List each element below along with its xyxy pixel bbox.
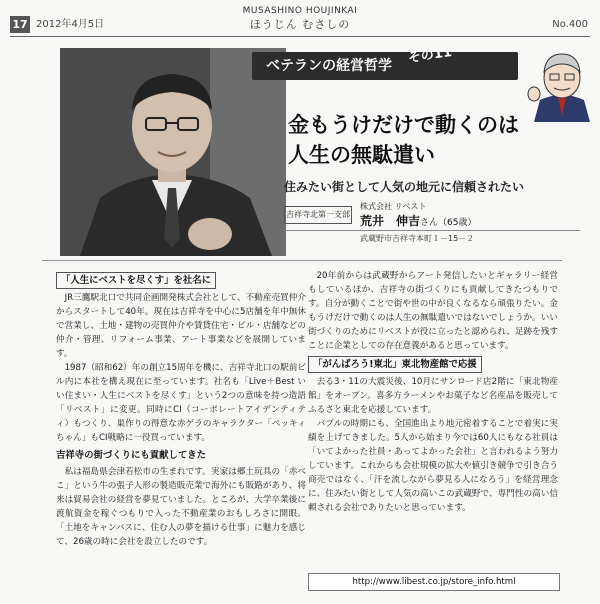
headline-line-1: 金もうけだけで動くのは — [288, 113, 519, 137]
series-installment: その11 — [407, 45, 453, 67]
article-body — [42, 260, 562, 595]
branch-label: 吉祥寺北第一支部 — [284, 206, 352, 224]
article-column-2 — [308, 269, 558, 515]
paragraph: 去る3・11の大震災後、10月にサンロード店2階に「東北物産館」をオープン。喜多方ラーメンやお菓子など名産品を販売してふるさと東北を応援しています。 — [308, 377, 558, 415]
paragraph: 1987（昭和62）年の創立15周年を機に、吉祥寺北口の駅前ビル内に本社を構え現在に至っています。社名も「Live＋Best いい住まい・人生にベストを尽くす」という2つの意味を持つ造語「リベスト」に変更。同時にCI（コーポレートアイデンティティ）もつくり、巣作りの得意な赤ゲラのキャラクター「ベッキィちゃん」もCI戦略に一役買っています。 — [56, 363, 306, 443]
article-subtitle: 住みたい街として人気の地元に信頼されたい — [284, 180, 525, 194]
section-heading: 吉祥寺の街づくりにも貢献してきた — [56, 450, 207, 461]
person-name — [360, 214, 476, 230]
person-honorific: さん — [420, 218, 439, 228]
page-number: 17 — [10, 16, 30, 33]
profile-divider — [284, 230, 580, 231]
article-headline — [288, 110, 578, 170]
issue-number: No.400 — [552, 19, 588, 30]
person-name-text: 荒井 伸吉 — [360, 214, 421, 228]
paragraph: バブルの時期にも、全国進出より地元密着することで着実に実績を上げてきました。5人から始まり今では60人にもなる社員は「いてよかった社員・あってよかった会社」と言われるよう努力しています。これからも会社規模の拡大や値引き競争で引き合う商売ではなく、「汗を流しながら夢見る人になろう」を経営理念に、住みたい街として人気の高いこの武蔵野で、専門性の高い信頼される会社でありたいと思っています。 — [308, 419, 558, 513]
company-name: 株式会社 リベスト — [360, 202, 427, 211]
paragraph: 20年前からは武蔵野からアート発信したいとギャラリー経営もしているほか、吉祥寺の街づくりにも貢献してきたつもりです。自分が動くことで街や世の中が良くなるなら頑張りたい。金もうけだけで動くのは人生の無駄遣いではないでしょうか。いい街づくりのためにリベストが役に立ったと認められ、足跡を残すことに企業としての存在意義があると思っています。 — [308, 271, 558, 351]
headline-line-2: 人生の無駄遣い — [288, 143, 435, 167]
company-address: 武蔵野市吉祥寺本町１－15－２ — [360, 234, 475, 243]
header-divider — [10, 36, 590, 37]
section-heading: 「人生にベストを尽くす」を社名に — [56, 272, 216, 289]
person-age: （65歳） — [438, 218, 477, 228]
page-header — [0, 6, 600, 36]
series-title: ベテランの経営哲学 — [266, 58, 392, 74]
paragraph: 私は福島県会津若松市の生まれです。実家は郷土玩具の「赤べこ」という牛の張子人形の製造販売業で海外にも販路があり、将来は貿易会社の経営を夢見ていました。ところが、大学卒業後に渡航資金を稼ぐつもりで入った不動産業のおもしろさに開眼。「土地をキャンバスに、住む人の夢を描ける仕事」に魅力を感じて、26歳の時に会社を設立したのです。 — [56, 467, 306, 547]
paragraph: JR三鷹駅北口で共同企画開発株式会社として、不動産売買仲介からスタートして40年。現在は吉祥寺を中心に5店舗を年中無休で営業し、土地・建物の売買仲介や賃貸住宅・ビル・店舗などの仲介・管理、リフォーム事業、アート事業などを展開しています。 — [56, 293, 306, 359]
section-heading: 「がんばろう!東北」東北物産館で応援 — [308, 356, 482, 373]
article-column-1 — [56, 269, 306, 549]
issue-date: 2012年4月5日 — [36, 19, 105, 30]
series-banner — [252, 45, 518, 80]
masthead-japanese: ほうじん むさしの — [249, 18, 351, 31]
website-url-link[interactable]: http://www.libest.co.jp/store_info.html — [308, 573, 560, 591]
masthead-english: MUSASHINO HOUJINKAI — [242, 6, 358, 16]
